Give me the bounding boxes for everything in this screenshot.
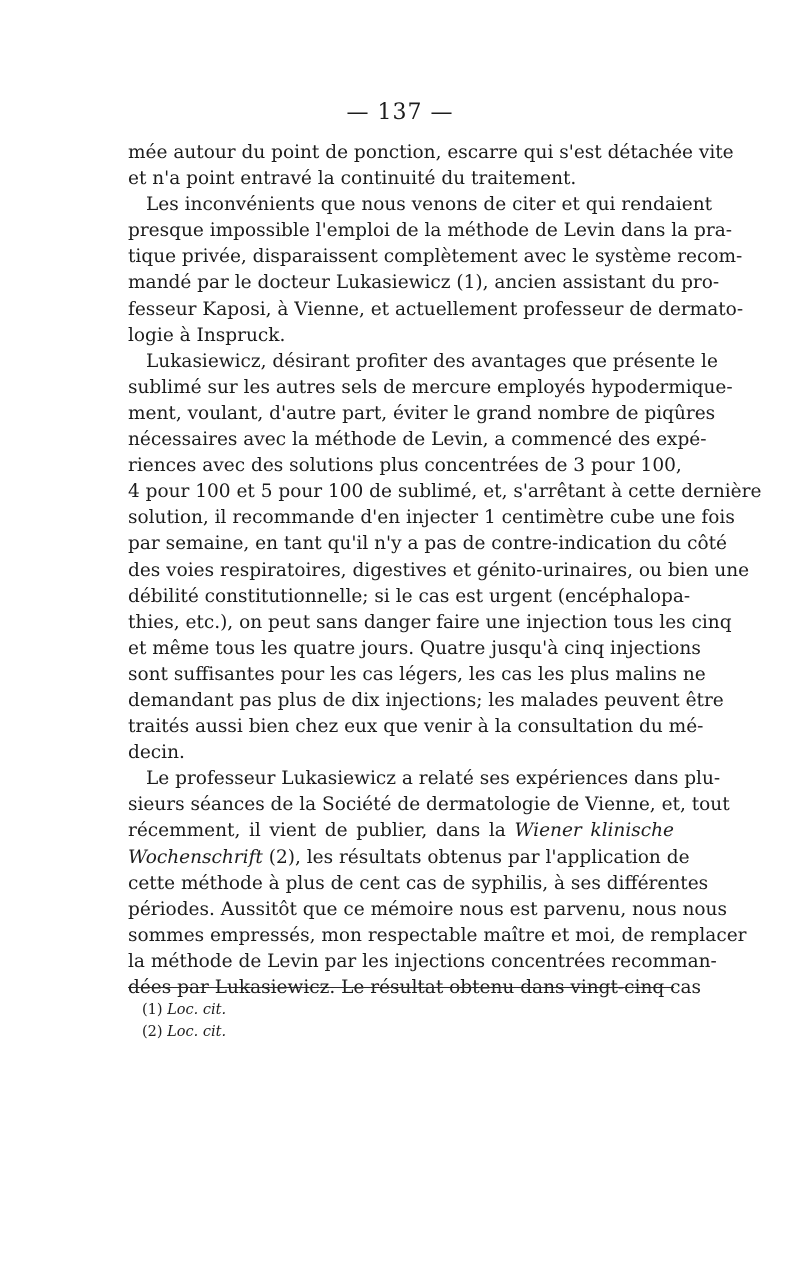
paragraph-3 xyxy=(128,349,762,767)
text-fragment: (2), les résultats obtenus par l'application de xyxy=(262,846,690,868)
text-fragment: récemment, il vient de publier, dans la xyxy=(128,820,506,842)
footnotes xyxy=(142,999,226,1043)
text-line: mandé par le docteur Lukasiewicz (1), ancien assistant du pro- xyxy=(128,272,720,294)
text-line: dées par Lukasiewicz. Le résultat obtenu dans vingt-cinq cas xyxy=(128,977,701,998)
text-line: thies, etc.), on peut sans danger faire une injection tous les cinq xyxy=(128,611,732,633)
footnote-separator xyxy=(128,987,674,988)
text-line-with-citation xyxy=(128,818,674,844)
text-line: traités aussi bien chez eux que venir à la consultation du mé- xyxy=(128,716,704,738)
paragraph-4 xyxy=(128,766,747,1001)
text-line: ment, voulant, d'autre part, éviter le grand nombre de piqûres xyxy=(128,402,716,424)
text-line: sommes empressés, mon respectable maître et moi, de remplacer xyxy=(128,924,747,946)
text-line: des voies respiratoires, digestives et génito-urinaires, ou bien une xyxy=(128,559,750,581)
text-line: par semaine, en tant qu'il n'y a pas de contre-indication du côté xyxy=(128,533,727,555)
text-line: mée autour du point de ponction, escarre qui s'est détachée vite xyxy=(128,142,734,163)
text-line: sublimé sur les autres sels de mercure employés hypodermique- xyxy=(128,376,733,398)
text-line: demandant pas plus de dix injections; les malades peuvent être xyxy=(128,689,724,711)
text-line: solution, il recommande d'en injecter 1 centimètre cube une fois xyxy=(128,507,735,529)
text-line-with-citation xyxy=(128,845,690,871)
text-line: cette méthode à plus de cent cas de syphilis, à ses différentes xyxy=(128,872,709,894)
footnote-marker: (1) xyxy=(142,1002,163,1018)
body-text xyxy=(128,140,762,1001)
text-line: Les inconvénients que nous venons de citer et qui rendaient xyxy=(146,194,713,216)
text-line: fesseur Kaposi, à Vienne, et actuellement professeur de dermato- xyxy=(128,298,744,320)
text-line: decin. xyxy=(128,742,185,764)
text-line: sont suffisantes pour les cas légers, les cas les plus malins ne xyxy=(128,663,706,685)
journal-title: Wiener klinische xyxy=(514,820,674,842)
text-line: 4 pour 100 et 5 pour 100 de sublimé, et, s'arrêtant à cette dernière xyxy=(128,481,762,503)
footnote-item xyxy=(142,999,226,1021)
text-line: et n'a point entravé la continuité du traitement. xyxy=(128,168,577,190)
text-line: périodes. Aussitôt que ce mémoire nous est parvenu, nous nous xyxy=(128,898,727,920)
text-line: riences avec des solutions plus concentrées de 3 pour 100, xyxy=(128,455,682,477)
text-line: presque impossible l'emploi de la méthode de Levin dans la pra- xyxy=(128,220,733,242)
journal-title: Wochenschrift xyxy=(128,846,263,868)
footnote-text: Loc. cit. xyxy=(167,1002,227,1018)
footnote-item xyxy=(142,1021,226,1043)
paragraph-2 xyxy=(128,192,744,349)
text-line: Lukasiewicz, désirant profiter des avantages que présente le xyxy=(146,350,718,372)
text-line: sieurs séances de la Société de dermatologie de Vienne, et, tout xyxy=(128,794,730,816)
text-line: nécessaires avec la méthode de Levin, a commencé des expé- xyxy=(128,429,707,451)
paragraph-1 xyxy=(128,140,734,192)
text-line: la méthode de Levin par les injections concentrées recomman- xyxy=(128,950,717,972)
text-line: Le professeur Lukasiewicz a relaté ses expériences dans plu- xyxy=(146,768,721,790)
footnote-text: Loc. cit. xyxy=(167,1024,227,1040)
footnote-marker: (2) xyxy=(142,1024,163,1040)
page-number: — 137 — xyxy=(346,100,454,125)
text-line: débilité constitutionnelle; si le cas est urgent (encéphalopa- xyxy=(128,585,691,607)
text-line: et même tous les quatre jours. Quatre jusqu'à cinq injections xyxy=(128,637,701,659)
text-line: logie à Inspruck. xyxy=(128,324,286,346)
text-line: tique privée, disparaissent complètement avec le système recom- xyxy=(128,246,743,268)
